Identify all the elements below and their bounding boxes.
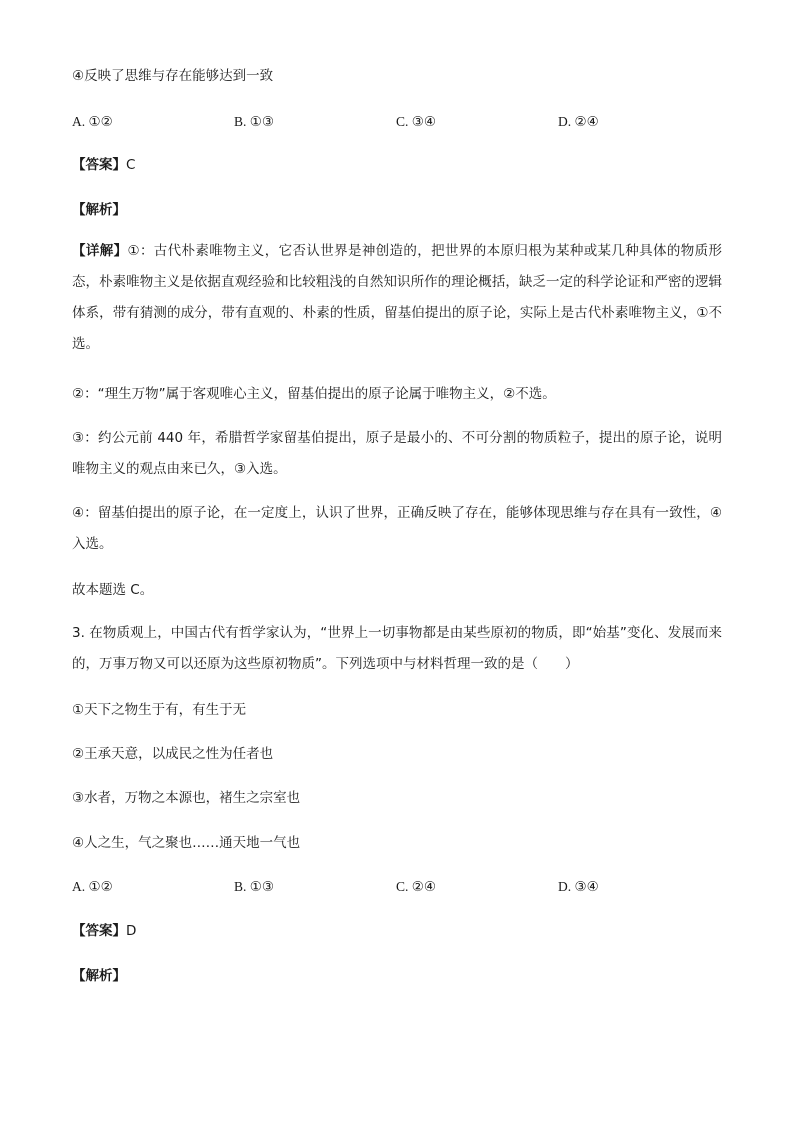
- q2-option-d: D. ②④: [558, 114, 599, 129]
- answer-value: C: [126, 157, 136, 173]
- q2-analysis-label: 【解析】: [72, 202, 126, 218]
- q3-analysis-label: 【解析】: [72, 968, 126, 984]
- q2-detail-2: ②：“理生万物”属于客观唯心主义，留基伯提出的原子论属于唯物主义，②不选。: [72, 386, 556, 402]
- q3-option-d: D. ③④: [558, 879, 599, 894]
- answer-label: 【答案】: [72, 923, 126, 939]
- q2-answer: [72, 155, 135, 175]
- q2-detail-3: ③：约公元前 440 年，希腊哲学家留基伯提出，原子是最小的、不可分割的物质粒子，提出的原子论，说明唯物主义的观点由来已久，③入选。: [72, 430, 722, 477]
- q3-statement-2: ②王承天意，以成民之性为任者也: [72, 746, 274, 762]
- q3-answer: [72, 921, 136, 941]
- q2-detail-4: ④：留基伯提出的原子论，在一定度上，认识了世界，正确反映了存在，能够体现思维与存在具有一致性，④入选。: [72, 505, 722, 552]
- q2-detail-1: [72, 236, 722, 360]
- answer-value: D: [126, 923, 137, 939]
- q3-statement-1: ①天下之物生于有，有生于无: [72, 702, 247, 718]
- q3-statement-4: ④人之生，气之聚也……通天地一气也: [72, 835, 301, 851]
- answer-label: 【答案】: [72, 157, 126, 173]
- q2-option-a: A. ①②: [72, 114, 113, 129]
- q3-statement-3: ③水者，万物之本源也，褚生之宗室也: [72, 790, 301, 806]
- detail-label: 【详解】: [72, 243, 128, 259]
- q3-option-a: A. ①②: [72, 879, 113, 894]
- q2-statement-4: ④反映了思维与存在能够达到一致: [72, 68, 274, 84]
- q3-stem: 3. 在物质观上，中国古代有哲学家认为，“世界上一切事物都是由某些原初的物质，即“始基”变化、发展而来的，万事万物又可以还原为这些原初物质”。下列选项中与材料哲理一致的是（ ）: [72, 625, 722, 672]
- q2-option-c: C. ③④: [396, 114, 436, 129]
- q2-conclusion: 故本题选 C。: [72, 582, 154, 598]
- q3-option-b: B. ①③: [234, 879, 274, 894]
- q3-option-c: C. ②④: [396, 879, 436, 894]
- q2-option-b: B. ①③: [234, 114, 274, 129]
- detail-1-text: ①：古代朴素唯物主义，它否认世界是神创造的，把世界的本原归根为某种或某几种具体的物质形态，朴素唯物主义是依据直观经验和比较粗浅的自然知识所作的理论概括，缺乏一定的科学论证和严密的逻辑体系，带有猜测的成分，带有直观的、朴素的性质，留基伯提出的原子论，实际上是古代朴素唯物主义，①不选。: [72, 243, 722, 352]
